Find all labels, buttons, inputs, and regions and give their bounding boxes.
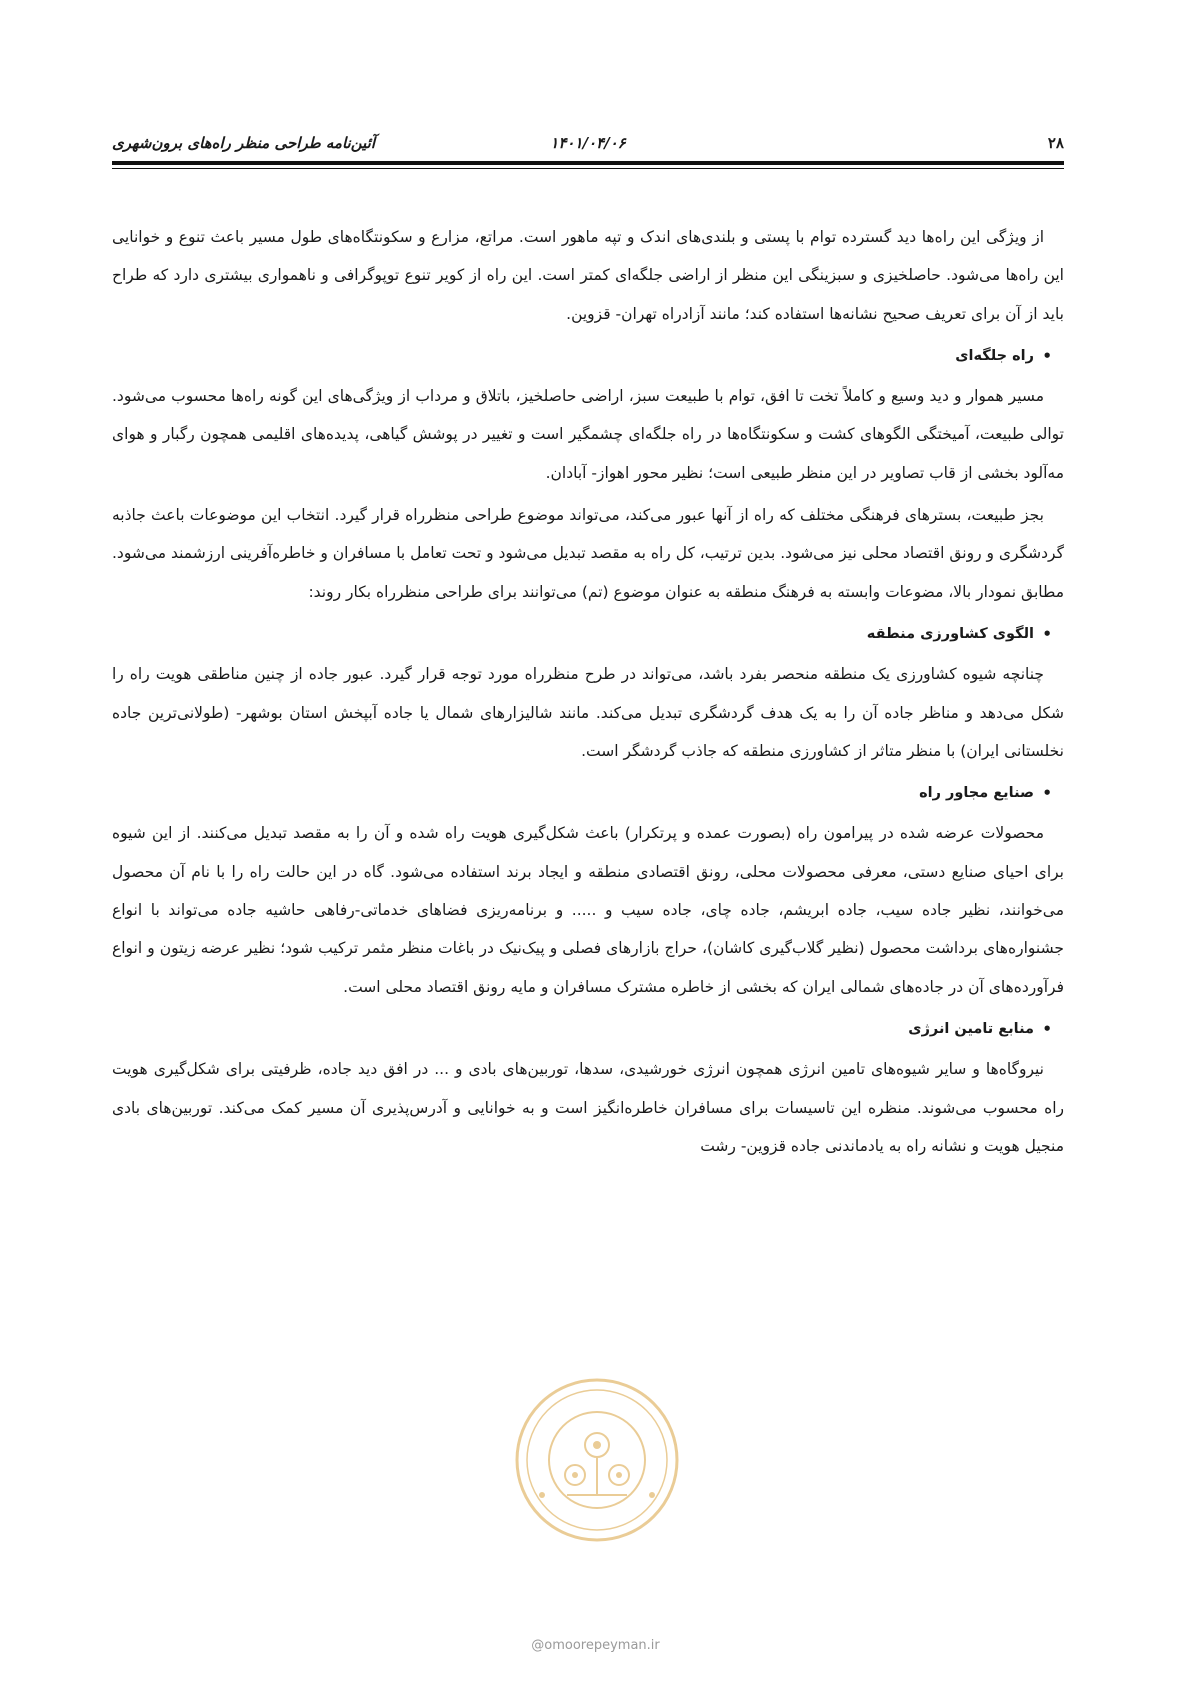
- bullet-heading: • صنایع مجاور راه: [112, 774, 1064, 812]
- body-content: [112, 218, 1064, 1169]
- bullet-heading: • راه جلگه‌ای: [112, 337, 1064, 375]
- paragraph: از ویژگی این راه‌ها دید گسترده توام با پستی و بلندی‌های اندک و تپه ماهور است. مراتع، مزارع و سکونتگاه‌های طول مسیر باعث تنوع و خوانایی این راه‌ها می‌شود. حاصلخیزی و سبزینگی این منظر از اراضی جلگه‌ای کمتر است. این راه از کویر تنوع توپوگرافی و ناهمواری بیشتری دارد که طراح باید از آن برای تعریف صحیح نشانه‌ها استفاده کند؛ مانند آزادراه تهران- قزوین.: [112, 228, 1064, 323]
- bullet-heading: • الگوی کشاورزی منطقه: [112, 615, 1064, 653]
- paragraph: چنانچه شیوه کشاورزی یک منطقه منحصر بفرد باشد، می‌تواند در طرح منظرراه مورد توجه قرار گیرد. عبور جاده از چنین مناطقی هویت راه را شکل می‌دهد و مناظر جاده آن را به یک هدف گردشگری تبدیل می‌کند. مانند شالیزارهای شمال یا جاده آبپخش استان بوشهر- (طولانی‌ترین جاده نخلستانی ایران) با منظر متاثر از کشاورزی منطقه که جاذب گردشگر است.: [112, 665, 1064, 760]
- paragraph: محصولات عرضه شده در پیرامون راه (بصورت عمده و پرتکرار) باعث شکل‌گیری هویت راه شده و آن را به مقصد تبدیل می‌کنند. از این شیوه برای احیای صنایع دستی، معرفی محصولات محلی، رونق اقتصادی منطقه و ایجاد برند استفاده می‌شود. گاه در این حالت راه را با نام آن محصول می‌خوانند، نظیر جاده سیب، جاده ابریشم، جاده چای، جاده سیب و ..... و برنامه‌ریزی فضاهای خدماتی-رفاهی حاشیه جاده می‌تواند با انواع جشنواره‌های برداشت محصول (نظیر گلاب‌گیری کاشان)، حراج بازارهای فصلی و پیک‌نیک در باغات منظر مثمر ترکیب شود؛ نظیر عرضه زیتون و انواع فرآورده‌های آن در جاده‌های شمالی ایران که بخشی از خاطره مشترک مسافران و مایه رونق اقتصاد محلی است.: [112, 824, 1064, 996]
- header-rule-thick: [112, 161, 1064, 165]
- paragraph: مسیر هموار و دید وسیع و کاملاً تخت تا افق، توام با طبیعت سبز، اراضی حاصلخیز، باتلاق و مرداب از ویژگی‌های این گونه راه‌ها محسوب می‌شود. توالی طبیعت، آمیختگی الگوهای کشت و سکونتگاه‌ها در راه جلگه‌ای چشمگیر است و تغییر در پوشش گیاهی، پدیده‌های اقلیمی همچون رگبار و هوای مه‌آلود بخشی از قاب تصاویر در این منظر طبیعی است؛ نظیر محور اهواز- آبادان.: [112, 387, 1064, 482]
- page-number: ۲۸: [1047, 134, 1064, 152]
- watermark-seal-icon: [512, 1375, 682, 1545]
- header-date: ۱۴۰۱/۰۴/۰۶: [550, 134, 626, 152]
- paragraph: نیروگاه‌ها و سایر شیوه‌های تامین انرژی همچون انرژی خورشیدی، سدها، توربین‌های بادی و ... در افق دید جاده، ظرفیتی برای شکل‌گیری هویت راه محسوب می‌شوند. منظره این تاسیسات برای مسافران خاطره‌انگیز است و به خوانایی و آدرس‌پذیری آن مسیر کمک می‌کند. توربین‌های بادی منجیل هویت و نشانه راه به یادماندنی جاده قزوین- رشت: [112, 1060, 1064, 1155]
- running-header: [112, 128, 1064, 152]
- paragraph: بجز طبیعت، بسترهای فرهنگی مختلف که راه از آنها عبور می‌کند، می‌تواند موضوع طراحی منظرراه قرار گیرد. انتخاب این موضوعات باعث جاذبه گردشگری و رونق اقتصاد محلی نیز می‌شود. بدین ترتیب، کل راه به مقصد تبدیل می‌شود و تحت تعامل با مسافران و خاطره‌آفرینی ارزشمند می‌شود. مطابق نمودار بالا، مضوعات وابسته به فرهنگ منطقه به عنوان موضوع (تم) می‌توانند برای طراحی منظرراه بکار روند:: [112, 506, 1064, 601]
- header-rule-thin: [112, 168, 1064, 169]
- header-title: آئین‌نامه طراحی منظر راه‌های برون‌شهری: [112, 134, 375, 152]
- bullet-heading: • منابع تامین انرژی: [112, 1010, 1064, 1048]
- watermark-site: @omoorepeyman.ir: [531, 1638, 660, 1653]
